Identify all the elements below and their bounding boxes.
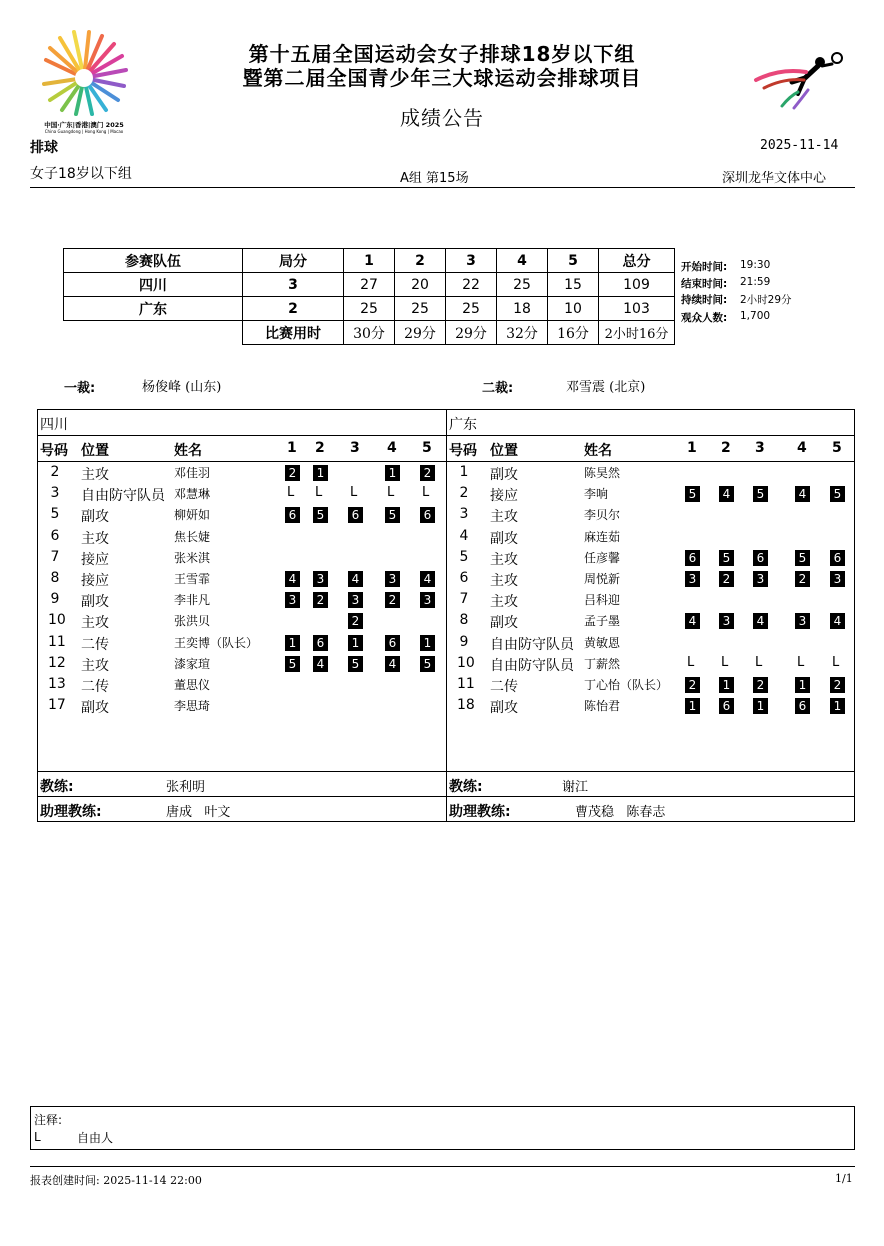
player-name: 麻连茹 (584, 529, 621, 544)
report-date: 2025-11-14 (760, 138, 839, 153)
starting-position-badge: 5 (795, 550, 810, 566)
player-row (38, 484, 446, 505)
col-set2: 2 (395, 249, 446, 273)
player-number: 1 (459, 464, 469, 480)
player-number: 2 (459, 485, 469, 502)
col-set2: 2 (721, 440, 731, 456)
starting-position-badge: 6 (348, 507, 363, 523)
duration-row (64, 321, 675, 345)
player-number: 3 (459, 506, 469, 523)
second-referee: 邓雪震 (北京) (566, 380, 646, 395)
starting-position-badge: 1 (685, 698, 700, 714)
col-set3: 3 (755, 440, 765, 456)
coach-name: 谢江 (562, 780, 589, 795)
starting-position-badge: 6 (685, 550, 700, 566)
player-row (447, 548, 854, 569)
starting-position-badge: 2 (348, 613, 363, 629)
col-set4: 4 (797, 440, 807, 456)
starting-position-badge: 5 (313, 507, 328, 523)
col-set4: 4 (497, 249, 548, 273)
starting-position-badge: 5 (753, 486, 768, 502)
page-subtitle: 成绩公告 (400, 106, 484, 130)
set-score: 10 (548, 297, 599, 321)
starting-position-badge: 6 (420, 507, 435, 523)
col-name: 姓名 (584, 443, 612, 459)
player-position: 副攻 (490, 700, 518, 717)
score-row-sichuan (64, 273, 675, 297)
starting-position-badge: 6 (385, 635, 400, 651)
player-name: 丁薪然 (584, 656, 621, 671)
title-line2: 暨第二届全国青少年三大球运动会排球项目 (242, 66, 642, 90)
col-set1: 1 (687, 440, 697, 456)
starting-position-badge: 2 (420, 465, 435, 481)
assistant-coach-label: 助理教练: (40, 804, 102, 820)
set-score: 18 (497, 297, 548, 321)
set-score: 15 (548, 273, 599, 297)
player-position: 主攻 (81, 530, 109, 547)
player-name: 陈怡君 (584, 699, 621, 714)
starting-position-badge: 6 (753, 550, 768, 566)
player-position: 主攻 (81, 615, 109, 632)
player-position: 主攻 (490, 509, 518, 526)
player-row (38, 527, 446, 548)
col-pos: 位置 (81, 443, 109, 459)
player-position: 自由防守队员 (81, 488, 165, 505)
notes-meaning: 自由人 (77, 1131, 114, 1145)
player-name: 黄敏恩 (584, 635, 621, 650)
player-number: 18 (457, 697, 475, 714)
player-name: 张洪贝 (174, 614, 211, 629)
starting-position-badge: 4 (685, 613, 700, 629)
footer-divider (30, 1166, 855, 1167)
col-set5: 5 (422, 440, 432, 456)
player-number: 3 (50, 485, 60, 502)
total-score: 109 (599, 273, 675, 297)
starting-position-badge: 5 (285, 656, 300, 672)
first-referee-label: 一裁: (64, 381, 96, 396)
starting-position-badge: 5 (830, 486, 845, 502)
team-panel-sichuan (37, 409, 447, 822)
player-position: 主攻 (81, 467, 109, 483)
player-name: 丁心怡（队长） (584, 678, 669, 692)
libero-marker: L (422, 485, 430, 501)
starting-position-badge: 1 (313, 465, 328, 481)
starting-position-badge: 1 (795, 677, 810, 693)
player-number: 9 (459, 633, 469, 650)
player-number: 13 (48, 676, 66, 692)
player-number: 11 (457, 676, 475, 692)
player-row (447, 484, 854, 505)
starting-position-badge: 4 (348, 571, 363, 587)
player-row (447, 463, 854, 484)
starting-position-badge: 2 (830, 677, 845, 693)
set-duration: 30分 (344, 321, 395, 345)
starting-position-badge: 5 (719, 550, 734, 566)
player-row (38, 505, 446, 526)
starting-position-badge: 1 (285, 635, 300, 651)
player-position: 副攻 (81, 700, 109, 717)
col-total: 总分 (599, 249, 675, 273)
sets-won: 3 (243, 273, 344, 297)
assistant-coaches: 唐成 叶文 (166, 805, 231, 820)
panel-divider (447, 461, 854, 462)
assistant-coaches: 曹茂稳 陈春志 (575, 805, 666, 820)
player-number: 10 (48, 612, 66, 629)
player-position: 主攻 (490, 573, 518, 589)
starting-position-badge: 3 (753, 571, 768, 587)
set-score: 27 (344, 273, 395, 297)
player-name: 漆家瑄 (174, 656, 211, 671)
starting-position-badge: 6 (285, 507, 300, 523)
starting-position-badge: 2 (795, 571, 810, 587)
player-number: 2 (50, 464, 60, 480)
col-set1: 1 (344, 249, 395, 273)
col-num: 号码 (449, 443, 477, 459)
player-row (447, 527, 854, 548)
player-name: 李响 (584, 487, 609, 502)
libero-marker: L (721, 654, 729, 670)
player-number: 6 (50, 527, 60, 544)
player-row (38, 463, 446, 484)
player-position: 副攻 (81, 594, 109, 611)
player-name: 吕科迎 (584, 593, 621, 608)
player-name: 李贝尔 (584, 508, 621, 523)
libero-marker: L (287, 485, 295, 501)
spectators: 观众人数: 1,700 (681, 310, 771, 324)
player-name: 焦长婕 (174, 529, 211, 544)
player-number: 10 (457, 654, 475, 671)
score-header-row (64, 249, 675, 273)
player-number: 17 (48, 697, 66, 714)
team-name: 广东 (64, 297, 243, 321)
player-name: 孟子墨 (584, 614, 621, 629)
player-name: 李非凡 (174, 593, 211, 608)
player-position: 接应 (490, 488, 518, 505)
starting-position-badge: 2 (685, 677, 700, 693)
set-score: 25 (497, 273, 548, 297)
starting-position-badge: 3 (685, 571, 700, 587)
player-name: 张米淇 (174, 550, 211, 565)
starting-position-badge: 2 (313, 592, 328, 608)
venue-label: 深圳龙华文体中心 (722, 171, 827, 186)
set-score: 25 (395, 297, 446, 321)
match-label: A组 第15场 (400, 171, 469, 186)
col-pos: 位置 (490, 443, 518, 459)
player-number: 5 (459, 548, 469, 565)
panel-divider (447, 771, 854, 772)
player-row (447, 633, 854, 654)
header-divider (30, 187, 855, 188)
player-name: 王奕博（队长） (174, 635, 259, 650)
player-row (447, 505, 854, 526)
player-position: 二传 (490, 679, 518, 695)
player-row (447, 611, 854, 632)
category-label: 女子18岁以下组 (30, 166, 132, 182)
player-number: 12 (48, 654, 66, 671)
starting-position-badge: 1 (385, 465, 400, 481)
starting-position-badge: 5 (348, 656, 363, 672)
starting-position-badge: 3 (830, 571, 845, 587)
starting-position-badge: 2 (753, 677, 768, 693)
set-duration: 32分 (497, 321, 548, 345)
libero-marker: L (687, 654, 695, 670)
player-position: 副攻 (490, 615, 518, 632)
libero-marker: L (797, 654, 805, 670)
libero-marker: L (315, 485, 323, 501)
player-name: 柳妍如 (174, 508, 211, 523)
player-row (38, 654, 446, 675)
player-position: 接应 (81, 551, 109, 568)
player-position: 接应 (81, 573, 109, 589)
starting-position-badge: 3 (795, 613, 810, 629)
starting-position-badge: 4 (285, 571, 300, 587)
player-row (38, 675, 446, 696)
starting-position-badge: 2 (285, 465, 300, 481)
col-name: 姓名 (174, 443, 202, 459)
starting-position-badge: 3 (313, 571, 328, 587)
set-score: 25 (446, 297, 497, 321)
coach-name: 张利明 (166, 780, 206, 795)
starting-position-badge: 5 (420, 656, 435, 672)
panel-divider (447, 435, 854, 436)
team-name: 四川 (40, 417, 68, 433)
player-name: 董思仪 (174, 678, 211, 692)
team-name: 四川 (64, 273, 243, 297)
col-set2: 2 (315, 440, 325, 456)
set-score: 25 (344, 297, 395, 321)
total-duration: 2小时16分 (599, 321, 675, 345)
panel-divider (38, 461, 446, 462)
notes-label: 注释: (34, 1113, 63, 1127)
player-number: 8 (459, 612, 469, 629)
player-number: 4 (459, 527, 469, 544)
sport-label: 排球 (30, 140, 58, 156)
player-position: 副攻 (81, 509, 109, 526)
player-row (447, 696, 854, 717)
score-table (63, 248, 675, 345)
starting-position-badge: 4 (830, 613, 845, 629)
starting-position-badge: 5 (685, 486, 700, 502)
panel-divider (38, 796, 446, 797)
col-set4: 4 (387, 440, 397, 456)
libero-marker: L (387, 485, 395, 501)
first-referee: 杨俊峰 (山东) (142, 380, 222, 395)
coach-label: 教练: (40, 779, 74, 795)
panel-divider (38, 435, 446, 436)
player-position: 主攻 (81, 657, 109, 674)
match-duration: 持续时间: 2小时29分 (681, 294, 792, 306)
player-position: 自由防守队员 (490, 636, 574, 653)
starting-position-badge: 3 (420, 592, 435, 608)
set-score: 20 (395, 273, 446, 297)
starting-position-badge: 4 (795, 486, 810, 502)
starting-position-badge: 3 (348, 592, 363, 608)
duration-label: 比赛用时 (243, 321, 344, 345)
player-name: 邓佳羽 (174, 466, 211, 480)
title-line1: 第十五届全国运动会女子排球18岁以下组 (248, 42, 636, 66)
second-referee-label: 二裁: (482, 381, 514, 396)
col-team: 参赛队伍 (64, 249, 243, 273)
starting-position-badge: 4 (420, 571, 435, 587)
player-name: 任彦馨 (584, 550, 621, 565)
player-position: 主攻 (490, 551, 518, 568)
player-name: 周悦新 (584, 572, 621, 586)
col-num: 号码 (40, 443, 68, 459)
starting-position-badge: 2 (385, 592, 400, 608)
player-row (447, 590, 854, 611)
starting-position-badge: 1 (830, 698, 845, 714)
starting-position-badge: 6 (830, 550, 845, 566)
start-time: 开始时间: 19:30 (681, 259, 771, 273)
col-set3: 3 (446, 249, 497, 273)
player-name: 李思琦 (174, 699, 211, 714)
player-position: 主攻 (490, 594, 518, 611)
starting-position-badge: 6 (719, 698, 734, 714)
logo-subtext: China Guangdong | Hong Kong | Macao (44, 129, 124, 134)
player-number: 8 (50, 570, 60, 586)
set-duration: 29分 (446, 321, 497, 345)
col-set5: 5 (548, 249, 599, 273)
player-row (38, 611, 446, 632)
team-panel-guangdong (446, 409, 855, 822)
player-number: 7 (459, 591, 469, 608)
page-number: 1/1 (835, 1172, 853, 1185)
player-row (38, 569, 446, 590)
logo-text: 中国·广东|香港|澳门 2025 (44, 121, 124, 129)
player-position: 二传 (81, 636, 109, 653)
starting-position-badge: 5 (385, 507, 400, 523)
starting-position-badge: 2 (719, 571, 734, 587)
notes-box (30, 1106, 855, 1150)
starting-position-badge: 3 (719, 613, 734, 629)
player-row (38, 548, 446, 569)
starting-position-badge: 3 (385, 571, 400, 587)
starting-position-badge: 1 (719, 677, 734, 693)
player-number: 5 (50, 506, 60, 523)
player-number: 6 (459, 570, 469, 586)
col-set1: 1 (287, 440, 297, 456)
player-position: 副攻 (490, 467, 518, 483)
team-name: 广东 (449, 417, 477, 433)
set-duration: 16分 (548, 321, 599, 345)
starting-position-badge: 4 (313, 656, 328, 672)
report-created: 报表创建时间: 2025-11-14 22:00 (30, 1174, 202, 1187)
libero-marker: L (755, 654, 763, 670)
set-score: 22 (446, 273, 497, 297)
player-row (38, 590, 446, 611)
col-set5: 5 (832, 440, 842, 456)
starting-position-badge: 4 (385, 656, 400, 672)
set-duration: 29分 (395, 321, 446, 345)
starting-position-badge: 6 (795, 698, 810, 714)
player-number: 11 (48, 633, 66, 650)
col-set3: 3 (350, 440, 360, 456)
score-row-guangdong (64, 297, 675, 321)
player-row (447, 654, 854, 675)
player-row (447, 675, 854, 696)
player-name: 陈昊然 (584, 466, 621, 480)
player-position: 二传 (81, 679, 109, 695)
assistant-coach-label: 助理教练: (449, 804, 511, 820)
player-row (447, 569, 854, 590)
player-row (38, 633, 446, 654)
player-number: 9 (50, 591, 60, 608)
sets-won: 2 (243, 297, 344, 321)
notes-symbol: L (34, 1130, 41, 1144)
panel-divider (447, 796, 854, 797)
starting-position-badge: 6 (313, 635, 328, 651)
starting-position-badge: 1 (753, 698, 768, 714)
starting-position-badge: 1 (420, 635, 435, 651)
starting-position-badge: 4 (719, 486, 734, 502)
player-position: 副攻 (490, 530, 518, 547)
end-time: 结束时间: 21:59 (681, 276, 771, 290)
player-number: 7 (50, 548, 60, 565)
player-position: 自由防守队员 (490, 657, 574, 674)
panel-divider (38, 771, 446, 772)
starting-position-badge: 4 (753, 613, 768, 629)
total-score: 103 (599, 297, 675, 321)
starting-position-badge: 1 (348, 635, 363, 651)
player-name: 邓慧琳 (174, 487, 211, 502)
coach-label: 教练: (449, 779, 483, 795)
libero-marker: L (350, 485, 358, 501)
player-row (38, 696, 446, 717)
col-sets: 局分 (243, 249, 344, 273)
player-name: 王雪霏 (174, 572, 211, 586)
starting-position-badge: 3 (285, 592, 300, 608)
libero-marker: L (832, 654, 840, 670)
